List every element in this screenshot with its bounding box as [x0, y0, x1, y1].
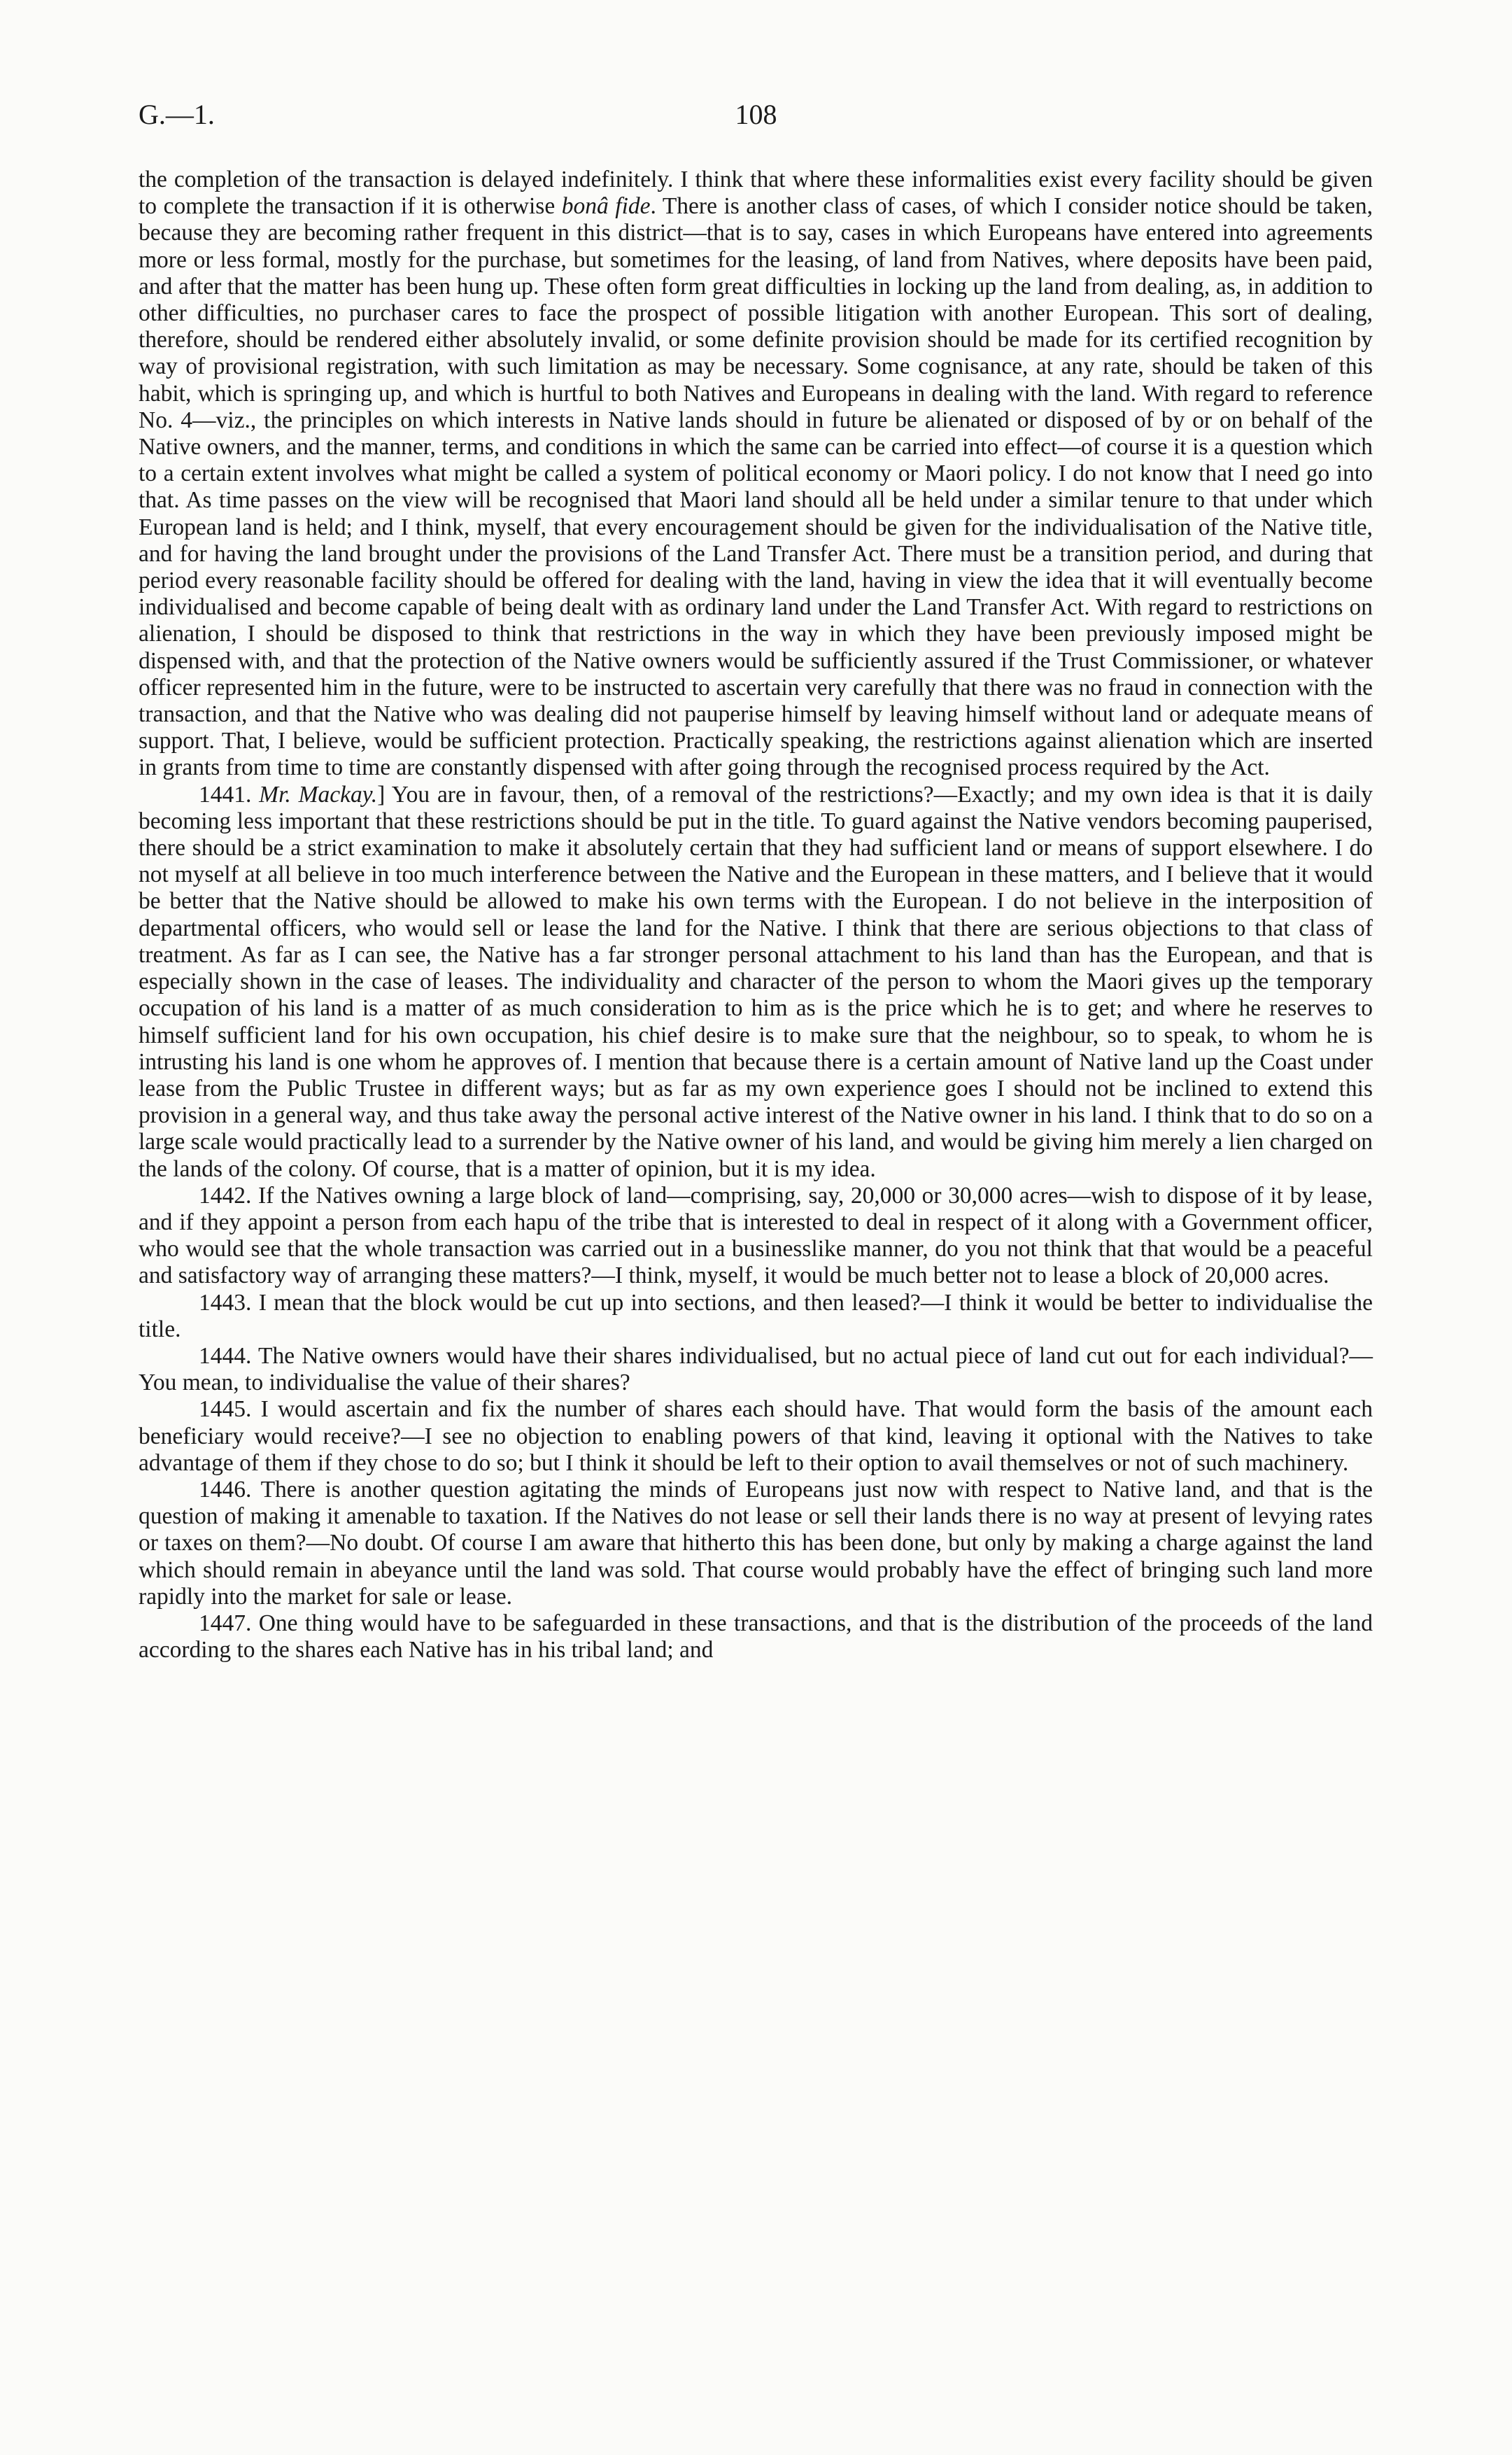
italic-phrase: bonâ fide [561, 193, 651, 220]
question-number: 1444. [199, 1342, 252, 1369]
paragraph-text: There is another question agitating the minds of Europeans just now with respect to Native land, and that is the question of making it amenable to taxation. If the Natives do not lease or sell their lands there is no way at present of levying rates or taxes on them?—No doubt. Of course I am aware that hitherto this has been done, but only by making a charge against the land which should remain in abeyance until the land was sold. That course would probably have the effect of bringing such land more rapidly into the market for sale or lease. [139, 1476, 1373, 1610]
question-1442 [139, 1183, 1373, 1290]
question-1445 [139, 1396, 1373, 1477]
question-1441 [139, 782, 1373, 1183]
paragraph-text: If the Natives owning a large block of land—comprising, say, 20,000 or 30,000 acres—wish to dispose of it by lease, and if they appoint a person from each hapu of the tribe that is interested to deal in respect of it along with a Government officer, who would see that the whole transaction was carried out in a businesslike manner, do you not think that that would be a peaceful and satisfactory way of arranging these matters?—I think, myself, it would be much better not to lease a block of 20,000 acres. [139, 1182, 1373, 1289]
question-number: 1445. [199, 1396, 252, 1423]
page-number: 108 [735, 99, 777, 130]
question-1447 [139, 1610, 1373, 1663]
question-number: 1441. [199, 781, 252, 808]
question-number: 1442. [199, 1182, 252, 1209]
question-number: 1447. [199, 1610, 252, 1636]
paragraph-text: I mean that the block would be cut up into sections, and then leased?—I think it would be better to individualise the title. [139, 1289, 1373, 1342]
paragraph-text: ] You are in favour, then, of a removal of the restrictions?—Exactly; and my own idea is that it is daily becoming less important that these restrictions should be put in the title. To guard against the Native vendors becoming pauperised, there should be a strict examination to make it absolutely certain that they had sufficient land or means of support elsewhere. I do not myself at all believe in too much interference between the Native and the European in these matters, and I believe that it would be better that the Native should be allowed to make his own terms with the European. I do not believe in the interposition of departmental officers, who would sell or lease the land for the Native. I think that there are serious objections to that class of treatment. As far as I can see, the Native has a far stronger personal attachment to his land than has the European, and that is especially shown in the case of leases. The individuality and character of the person to whom the Maori gives up the temporary occupation of his land is a matter of as much consideration to him as is the price which he is to get; and where he reserves to himself sufficient land for his own occupation, his chief desire is to make sure that the neighbour, so to speak, to whom he is intrusting his land is one whom he approves of. I mention that because there is a certain amount of Native land up the Coast under lease from the Public Trustee in different ways; but as far as my own experience goes I should not be inclined to extend this provision in a general way, and thus take away the personal active interest of the Native owner in his land. I think that to do so on a large scale would practically lead to a surrender by the Native owner of his land, and would be giving him merely a lien charged on the lands of the colony. Of course, that is a matter of opinion, but it is my idea. [139, 781, 1373, 1182]
paragraph-text: The Native owners would have their shares individualised, but no actual piece of land cut out for each individual?—You mean, to individualise the value of their shares? [139, 1342, 1373, 1396]
paper-reference: G.—1. [139, 99, 215, 130]
question-1446 [139, 1477, 1373, 1610]
paragraph-text: One thing would have to be safeguarded in these transactions, and that is the distribution of the proceeds of the land according to the shares each Native has in his tribal land; and [139, 1610, 1373, 1663]
page-header [139, 98, 1373, 140]
paragraph-text: the completion of the transaction is delayed indefinitely. I think that where these informalities exist every facility should be given to complete the transaction if it is otherwise bonâ fide. There is another class of cases, of which I consider notice should be taken, because they are becoming rather frequent in this district—that is to say, cases in which Europeans have entered into agreements more or less formal, mostly for the purchase, but sometimes for the leasing, of land from Natives, where deposits have been paid, and after that the matter has been hung up. These often form great difficulties in locking up the land from dealing, as, in addition to other difficulties, no purchaser cares to face the prospect of possible litigation with another European. This sort of dealing, therefore, should be rendered either absolutely invalid, or some definite provision should be made for its certified recognition by way of provisional registration, with such limitation as may be necessary. Some cognisance, at any rate, should be taken of this habit, which is springing up, and which is hurtful to both Natives and Europeans in dealing with the land. With regard to reference No. 4—viz., the principles on which interests in Native lands should in future be alienated or disposed of by or on behalf of the Native owners, and the manner, terms, and conditions in which the same can be carried into effect—of course it is a question which to a certain extent involves what might be called a system of political economy or Maori policy. I do not know that I need go into that. As time passes on the view will be recognised that Maori land should all be held under a similar tenure to that under which European land is held; and I think, myself, that every encouragement should be given for the individualisation of the Native title, and for having the land brought under the provisions of the Land Transfer Act. There must be a transition period, and during that period every reasonable facility should be offered for dealing with the land, having in view the idea that it will eventually become individualised and become capable of being dealt with as ordinary land under the Land Transfer Act. With regard to restrictions on alienation, I should be disposed to think that restrictions in the way in which they have been previously imposed might be dispensed with, and that the protection of the Native owners would be sufficiently assured if the Trust Commissioner, or whatever officer represented him in the future, were to be instructed to ascertain very carefully that there was no fraud in connection with the transaction, and that the Native who was dealing did not pauperise himself by leaving himself without land or adequate means of support. That, I believe, would be sufficient protection. Practically speaking, the restrictions against alienation which are inserted in grants from time to time are constantly dispensed with after going through the recognised process required by the Act. [139, 167, 1373, 781]
question-number: 1443. [199, 1289, 252, 1316]
question-1443 [139, 1290, 1373, 1343]
paragraph-text: I would ascertain and fix the number of shares each should have. That would form the basis of the amount each beneficiary would receive?—I see no objection to enabling powers of that kind, leaving it optional with the Natives to take advantage of them if they chose to do so; but I think it should be left to their option to avail themselves or not of such machinery. [139, 1396, 1373, 1476]
question-number: 1446. [199, 1476, 252, 1503]
question-1444 [139, 1343, 1373, 1396]
speaker-name: Mr. Mackay. [259, 781, 378, 808]
paragraph-continued [139, 167, 1373, 782]
document-body [139, 167, 1373, 1663]
